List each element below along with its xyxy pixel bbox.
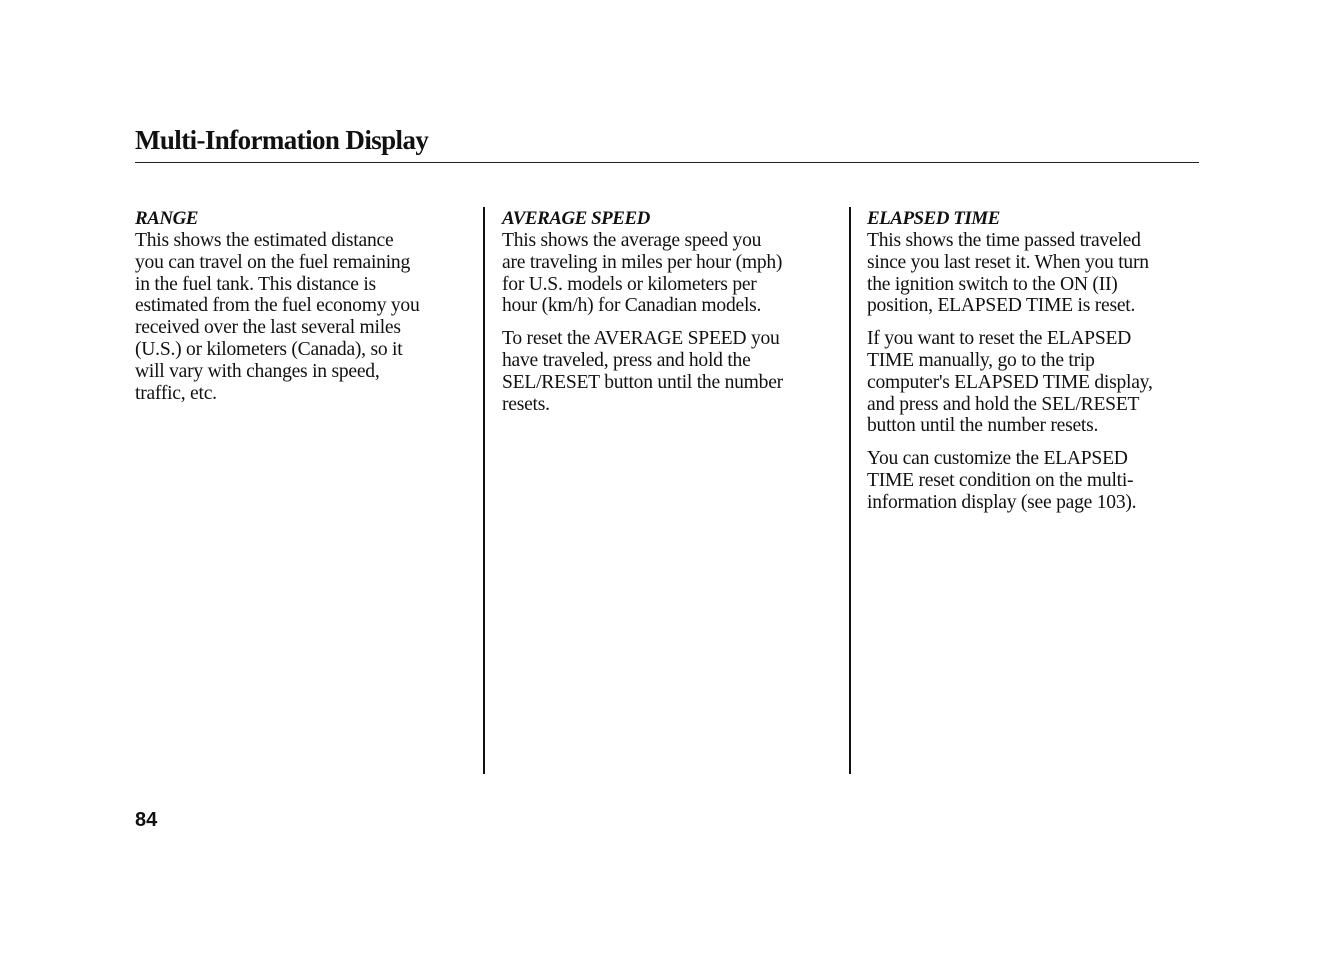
text-line: This shows the estimated distance (135, 230, 394, 251)
text-line: This shows the time passed traveled (867, 230, 1141, 251)
column-average-speed (483, 207, 849, 774)
section-heading-elapsed-time: ELAPSED TIME (867, 208, 1000, 229)
text-line: (U.S.) or kilometers (Canada), so it (135, 338, 403, 360)
text-line: You can customize the ELAPSED (867, 448, 1128, 470)
column-range (135, 207, 483, 774)
text-line: This shows the average speed you (502, 230, 762, 251)
text-line: information display (see page 103). (867, 491, 1137, 513)
text-line: TIME reset condition on the multi- (867, 469, 1134, 491)
text-line: since you last reset it. When you turn (867, 251, 1149, 273)
range-paragraph-1 (135, 230, 483, 404)
text-line: resets. (502, 393, 550, 415)
page-number: 84 (135, 809, 158, 831)
text-line: If you want to reset the ELAPSED (867, 328, 1132, 350)
text-line: computer's ELAPSED TIME display, (867, 371, 1153, 393)
text-line: you can travel on the fuel remaining (135, 251, 411, 273)
elapsed-time-paragraph-2 (867, 328, 1211, 437)
average-speed-paragraph-2 (502, 328, 849, 415)
average-speed-paragraph-1 (502, 230, 849, 317)
elapsed-time-paragraph-3 (867, 448, 1211, 513)
text-line: TIME manually, go to the trip (867, 349, 1095, 371)
text-line: hour (km/h) for Canadian models. (502, 295, 762, 317)
section-heading-range: RANGE (135, 208, 198, 229)
title-divider (135, 162, 1199, 163)
section-heading-average-speed: AVERAGE SPEED (502, 208, 650, 229)
text-line: traffic, etc. (135, 382, 217, 404)
text-line: received over the last several miles (135, 317, 401, 339)
elapsed-time-paragraph-1 (867, 230, 1211, 317)
text-line: have traveled, press and hold the (502, 349, 751, 371)
text-line: estimated from the fuel economy you (135, 295, 420, 317)
text-line: will vary with changes in speed, (135, 360, 380, 382)
text-line: position, ELAPSED TIME is reset. (867, 295, 1136, 317)
column-elapsed-time (849, 207, 1211, 774)
text-line: the ignition switch to the ON (II) (867, 273, 1118, 295)
text-line: SEL/RESET button until the number (502, 371, 783, 393)
text-line: and press and hold the SEL/RESET (867, 393, 1140, 415)
text-line: are traveling in miles per hour (mph) (502, 251, 783, 273)
text-line: for U.S. models or kilometers per (502, 273, 757, 295)
text-line: button until the number resets. (867, 415, 1099, 437)
page-title: Multi-Information Display (135, 125, 429, 155)
text-line: To reset the AVERAGE SPEED you (502, 328, 780, 350)
text-line: in the fuel tank. This distance is (135, 273, 376, 295)
